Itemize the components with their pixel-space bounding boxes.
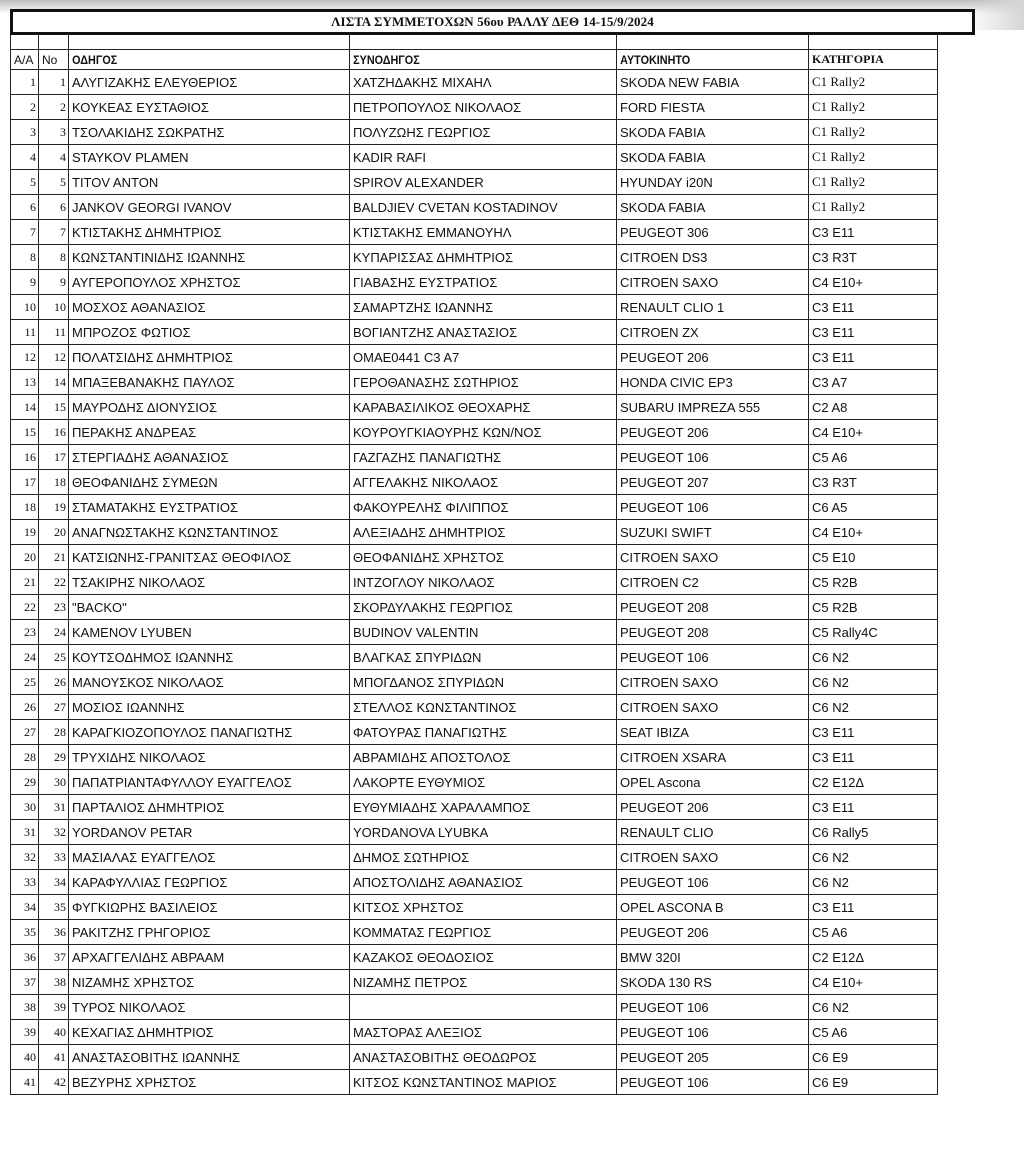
row-codriver: ΚΟΥΡΟΥΓΚΙΑΟΥΡΗΣ ΚΩΝ/ΝΟΣ [350, 420, 617, 445]
table-row [11, 445, 938, 470]
row-category: C3 E11 [809, 745, 938, 770]
row-no: 9 [39, 270, 69, 295]
row-no: 37 [39, 945, 69, 970]
row-driver: ΚΤΙΣΤΑΚΗΣ ΔΗΜΗΤΡΙΟΣ [69, 220, 350, 245]
row-car: CITROEN SAXO [617, 670, 809, 695]
row-category: C5 R2B [809, 570, 938, 595]
row-aa: 20 [11, 545, 39, 570]
table-row [11, 470, 938, 495]
table-row [11, 570, 938, 595]
row-driver: ΑΡΧΑΓΓΕΛΙΔΗΣ ΑΒΡΑΑΜ [69, 945, 350, 970]
row-driver: ΜΠΑΞΕΒΑΝΑΚΗΣ ΠΑΥΛΟΣ [69, 370, 350, 395]
row-codriver: ΚΟΜΜΑΤΑΣ ΓΕΩΡΓΙΟΣ [350, 920, 617, 945]
row-codriver: ΚΙΤΣΟΣ ΧΡΗΣΤΟΣ [350, 895, 617, 920]
row-category: C6 A5 [809, 495, 938, 520]
row-category: C1 Rally2 [809, 70, 938, 95]
row-aa: 18 [11, 495, 39, 520]
row-aa: 12 [11, 345, 39, 370]
spacer-row [11, 35, 938, 50]
table-row [11, 670, 938, 695]
row-codriver: ΦΑΤΟΥΡΑΣ ΠΑΝΑΓΙΩΤΗΣ [350, 720, 617, 745]
row-codriver: ΟΜΑΕ0441 C3 A7 [350, 345, 617, 370]
row-car: SKODA NEW FABIA [617, 70, 809, 95]
table-row [11, 495, 938, 520]
table-row [11, 520, 938, 545]
header-row [11, 50, 938, 70]
row-car: PEUGEOT 106 [617, 645, 809, 670]
table-row [11, 945, 938, 970]
row-no: 26 [39, 670, 69, 695]
row-no: 36 [39, 920, 69, 945]
row-no: 29 [39, 745, 69, 770]
row-driver: ΑΝΑΓΝΩΣΤΑΚΗΣ ΚΩΝΣΤΑΝΤΙΝΟΣ [69, 520, 350, 545]
row-codriver: ΣΤΕΛΛΟΣ ΚΩΝΣΤΑΝΤΙΝΟΣ [350, 695, 617, 720]
row-category: C6 N2 [809, 995, 938, 1020]
row-codriver: ΔΗΜΟΣ ΣΩΤΗΡΙΟΣ [350, 845, 617, 870]
row-car: CITROEN ZX [617, 320, 809, 345]
row-category: C4 E10+ [809, 520, 938, 545]
row-category: C3 E11 [809, 320, 938, 345]
row-aa: 15 [11, 420, 39, 445]
row-codriver [350, 995, 617, 1020]
row-aa: 21 [11, 570, 39, 595]
row-no: 7 [39, 220, 69, 245]
row-category: C4 E10+ [809, 970, 938, 995]
row-category: C5 A6 [809, 1020, 938, 1045]
row-car: PEUGEOT 106 [617, 995, 809, 1020]
row-driver: ΤΡΥΧΙΔΗΣ ΝΙΚΟΛΑΟΣ [69, 745, 350, 770]
table-row [11, 1070, 938, 1095]
row-car: CITROEN SAXO [617, 270, 809, 295]
row-codriver: ΚΥΠΑΡΙΣΣΑΣ ΔΗΜΗΤΡΙΟΣ [350, 245, 617, 270]
row-category: C2 E12Δ [809, 945, 938, 970]
row-driver: ΜΑΣΙΑΛΑΣ ΕΥΑΓΓΕΛΟΣ [69, 845, 350, 870]
table-row [11, 70, 938, 95]
row-driver: ΚΑΡΑΦΥΛΛΙΑΣ ΓΕΩΡΓΙΟΣ [69, 870, 350, 895]
row-driver: ΡΑΚΙΤΖΗΣ ΓΡΗΓΟΡΙΟΣ [69, 920, 350, 945]
row-no: 41 [39, 1045, 69, 1070]
row-aa: 36 [11, 945, 39, 970]
row-category: C5 A6 [809, 920, 938, 945]
row-driver: ΣΤΕΡΓΙΑΔΗΣ ΑΘΑΝΑΣΙΟΣ [69, 445, 350, 470]
row-codriver: ΒΟΓΙΑΝΤΖΗΣ ΑΝΑΣΤΑΣΙΟΣ [350, 320, 617, 345]
table-row [11, 1020, 938, 1045]
row-car: PEUGEOT 106 [617, 1020, 809, 1045]
document-title: ΛΙΣΤΑ ΣΥΜΜΕΤΟΧΩΝ 56ου ΡΑΛΛΥ ΔΕΘ 14-15/9/2024 [331, 14, 654, 29]
row-car: PEUGEOT 208 [617, 595, 809, 620]
row-car: CITROEN XSARA [617, 745, 809, 770]
row-category: C4 E10+ [809, 270, 938, 295]
row-no: 19 [39, 495, 69, 520]
row-car: HYUNDAY i20N [617, 170, 809, 195]
row-aa: 3 [11, 120, 39, 145]
row-car: SUZUKI SWIFT [617, 520, 809, 545]
row-codriver: BALDJIEV CVETAN KOSTADINOV [350, 195, 617, 220]
header-driver: ΟΔΗΓΟΣ [69, 50, 322, 70]
row-driver: ΝΙΖΑΜΗΣ ΧΡΗΣΤΟΣ [69, 970, 350, 995]
table-row [11, 745, 938, 770]
row-driver: ΑΝΑΣΤΑΣΟΒΙΤΗΣ ΙΩΑΝΝΗΣ [69, 1045, 350, 1070]
row-codriver: ΝΙΖΑΜΗΣ ΠΕΤΡΟΣ [350, 970, 617, 995]
table-row [11, 295, 938, 320]
row-aa: 5 [11, 170, 39, 195]
row-no: 1 [39, 70, 69, 95]
table-row [11, 195, 938, 220]
row-category: C1 Rally2 [809, 120, 938, 145]
row-no: 11 [39, 320, 69, 345]
row-car: SKODA FABIA [617, 120, 809, 145]
row-car: OPEL ASCONA B [617, 895, 809, 920]
row-no: 32 [39, 820, 69, 845]
row-codriver: ΜΠΟΓΔΑΝΟΣ ΣΠΥΡΙΔΩΝ [350, 670, 617, 695]
table-row [11, 420, 938, 445]
row-no: 28 [39, 720, 69, 745]
row-codriver: ΑΝΑΣΤΑΣΟΒΙΤΗΣ ΘΕΟΔΩΡΟΣ [350, 1045, 617, 1070]
row-aa: 31 [11, 820, 39, 845]
row-category: C6 N2 [809, 695, 938, 720]
document-title-box [10, 9, 975, 35]
row-car: PEUGEOT 106 [617, 1070, 809, 1095]
row-no: 4 [39, 145, 69, 170]
row-category: C1 Rally2 [809, 170, 938, 195]
row-car: CITROEN C2 [617, 570, 809, 595]
table-row [11, 320, 938, 345]
row-no: 38 [39, 970, 69, 995]
row-no: 5 [39, 170, 69, 195]
table-row [11, 995, 938, 1020]
row-driver: KAMENOV LYUBEN [69, 620, 350, 645]
row-no: 21 [39, 545, 69, 570]
row-car: CITROEN SAXO [617, 845, 809, 870]
row-codriver: ΠΟΛΥΖΩΗΣ ΓΕΩΡΓΙΟΣ [350, 120, 617, 145]
row-aa: 13 [11, 370, 39, 395]
row-codriver: ΑΒΡΑΜΙΔΗΣ ΑΠΟΣΤΟΛΟΣ [350, 745, 617, 770]
row-driver: ΤΣΑΚΙΡΗΣ ΝΙΚΟΛΑΟΣ [69, 570, 350, 595]
header-car: ΑΥΤΟΚΙΝΗΤΟ [617, 50, 790, 70]
row-aa: 16 [11, 445, 39, 470]
table-row [11, 845, 938, 870]
row-category: C5 E10 [809, 545, 938, 570]
row-codriver: ΜΑΣΤΟΡΑΣ ΑΛΕΞΙΟΣ [350, 1020, 617, 1045]
row-codriver: ΠΕΤΡΟΠΟΥΛΟΣ ΝΙΚΟΛΑΟΣ [350, 95, 617, 120]
row-no: 33 [39, 845, 69, 870]
row-category: C6 E9 [809, 1045, 938, 1070]
row-driver: ΚΕΧΑΓΙΑΣ ΔΗΜΗΤΡΙΟΣ [69, 1020, 350, 1045]
row-no: 40 [39, 1020, 69, 1045]
table-row [11, 920, 938, 945]
row-no: 10 [39, 295, 69, 320]
row-category: C1 Rally2 [809, 95, 938, 120]
row-codriver: ΧΑΤΖΗΔΑΚΗΣ ΜΙΧΑΗΛ [350, 70, 617, 95]
row-aa: 10 [11, 295, 39, 320]
table-row [11, 970, 938, 995]
row-category: C2 E12Δ [809, 770, 938, 795]
row-codriver: ΕΥΘΥΜΙΑΔΗΣ ΧΑΡΑΛΑΜΠΟΣ [350, 795, 617, 820]
table-row [11, 545, 938, 570]
row-category: C6 N2 [809, 645, 938, 670]
row-aa: 32 [11, 845, 39, 870]
row-driver: ΚΩΝΣΤΑΝΤΙΝΙΔΗΣ ΙΩΑΝΝΗΣ [69, 245, 350, 270]
row-driver: STAYKOV PLAMEN [69, 145, 350, 170]
row-no: 6 [39, 195, 69, 220]
row-driver: ΜΑΝΟΥΣΚΟΣ ΝΙΚΟΛΑΟΣ [69, 670, 350, 695]
table-row [11, 620, 938, 645]
table-row [11, 770, 938, 795]
table-row [11, 245, 938, 270]
table-row [11, 645, 938, 670]
row-aa: 23 [11, 620, 39, 645]
row-aa: 26 [11, 695, 39, 720]
row-codriver: ΘΕΟΦΑΝΙΔΗΣ ΧΡΗΣΤΟΣ [350, 545, 617, 570]
row-codriver: ΦΑΚΟΥΡΕΛΗΣ ΦΙΛΙΠΠΟΣ [350, 495, 617, 520]
row-no: 30 [39, 770, 69, 795]
row-no: 31 [39, 795, 69, 820]
row-category: C3 E11 [809, 795, 938, 820]
row-no: 42 [39, 1070, 69, 1095]
row-codriver: ΑΓΓΕΛΑΚΗΣ ΝΙΚΟΛΑΟΣ [350, 470, 617, 495]
row-aa: 33 [11, 870, 39, 895]
row-codriver: ΓΕΡΟΘΑΝΑΣΗΣ ΣΩΤΗΡΙΟΣ [350, 370, 617, 395]
row-car: PEUGEOT 208 [617, 620, 809, 645]
row-no: 22 [39, 570, 69, 595]
row-aa: 8 [11, 245, 39, 270]
table-row [11, 170, 938, 195]
row-no: 39 [39, 995, 69, 1020]
row-category: C5 Rally4C [809, 620, 938, 645]
row-driver: ΑΛΥΓΙΖΑΚΗΣ ΕΛΕΥΘΕΡΙΟΣ [69, 70, 350, 95]
row-aa: 17 [11, 470, 39, 495]
row-car: SKODA 130 RS [617, 970, 809, 995]
row-category: C6 N2 [809, 670, 938, 695]
row-driver: ΦΥΓΚΙΩΡΗΣ ΒΑΣΙΛΕΙΟΣ [69, 895, 350, 920]
row-driver: ΜΟΣΙΟΣ ΙΩΑΝΝΗΣ [69, 695, 350, 720]
row-codriver: ΓΙΑΒΑΣΗΣ ΕΥΣΤΡΑΤΙΟΣ [350, 270, 617, 295]
row-no: 14 [39, 370, 69, 395]
row-aa: 27 [11, 720, 39, 745]
row-aa: 6 [11, 195, 39, 220]
row-driver: ΘΕΟΦΑΝΙΔΗΣ ΣΥΜΕΩΝ [69, 470, 350, 495]
table-row [11, 95, 938, 120]
row-car: PEUGEOT 206 [617, 420, 809, 445]
row-category: C5 A6 [809, 445, 938, 470]
row-driver: JANKOV GEORGI IVANOV [69, 195, 350, 220]
header-no: No [39, 50, 69, 70]
row-no: 35 [39, 895, 69, 920]
row-car: OPEL Ascona [617, 770, 809, 795]
header-aa: Α/Α [11, 50, 39, 70]
row-codriver: KADIR RAFI [350, 145, 617, 170]
row-driver: ΜΟΣΧΟΣ ΑΘΑΝΑΣΙΟΣ [69, 295, 350, 320]
row-car: BMW 320I [617, 945, 809, 970]
row-no: 2 [39, 95, 69, 120]
row-driver: TITOV ANTON [69, 170, 350, 195]
row-aa: 25 [11, 670, 39, 695]
row-no: 12 [39, 345, 69, 370]
row-driver: ΚΑΤΣΙΩΝΗΣ-ΓΡΑΝΙΤΣΑΣ ΘΕΟΦΙΛΟΣ [69, 545, 350, 570]
row-car: PEUGEOT 207 [617, 470, 809, 495]
table-row [11, 720, 938, 745]
row-no: 17 [39, 445, 69, 470]
row-category: C5 R2B [809, 595, 938, 620]
row-no: 8 [39, 245, 69, 270]
row-category: C3 E11 [809, 720, 938, 745]
table-row [11, 1045, 938, 1070]
row-codriver: ΚΙΤΣΟΣ ΚΩΝΣΤΑΝΤΙΝΟΣ ΜΑΡΙΟΣ [350, 1070, 617, 1095]
row-category: C4 E10+ [809, 420, 938, 445]
row-codriver: YORDANOVA LYUBKA [350, 820, 617, 845]
row-category: C3 E11 [809, 220, 938, 245]
row-category: C2 A8 [809, 395, 938, 420]
row-codriver: ΚΤΙΣΤΑΚΗΣ ΕΜΜΑΝΟΥΗΛ [350, 220, 617, 245]
row-category: C6 E9 [809, 1070, 938, 1095]
row-no: 25 [39, 645, 69, 670]
row-car: PEUGEOT 106 [617, 495, 809, 520]
row-aa: 7 [11, 220, 39, 245]
row-car: FORD FIESTA [617, 95, 809, 120]
row-category: C3 R3T [809, 470, 938, 495]
row-driver: ΠΑΠΑΤΡΙΑΝΤΑΦΥΛΛΟΥ ΕΥΑΓΓΕΛΟΣ [69, 770, 350, 795]
row-aa: 14 [11, 395, 39, 420]
row-codriver: SPIROV ALEXANDER [350, 170, 617, 195]
row-category: C1 Rally2 [809, 195, 938, 220]
row-no: 15 [39, 395, 69, 420]
table-row [11, 270, 938, 295]
row-car: CITROEN SAXO [617, 545, 809, 570]
row-car: PEUGEOT 206 [617, 795, 809, 820]
table-row [11, 370, 938, 395]
row-no: 23 [39, 595, 69, 620]
table-row [11, 220, 938, 245]
row-category: C6 Rally5 [809, 820, 938, 845]
row-driver: ΠΑΡΤΑΛΙΟΣ ΔΗΜΗΤΡΙΟΣ [69, 795, 350, 820]
row-car: PEUGEOT 106 [617, 445, 809, 470]
table-row [11, 795, 938, 820]
table-row [11, 395, 938, 420]
row-driver: ΚΟΥΤΣΟΔΗΜΟΣ ΙΩΑΝΝΗΣ [69, 645, 350, 670]
row-aa: 39 [11, 1020, 39, 1045]
row-car: PEUGEOT 206 [617, 345, 809, 370]
row-codriver: ΚΑΡΑΒΑΣΙΛΙΚΟΣ ΘΕΟΧΑΡΗΣ [350, 395, 617, 420]
row-car: SKODA FABIA [617, 195, 809, 220]
table-row [11, 870, 938, 895]
row-driver: ΜΑΥΡΟΔΗΣ ΔΙΟΝΥΣΙΟΣ [69, 395, 350, 420]
row-aa: 19 [11, 520, 39, 545]
row-codriver: BUDINOV VALENTIN [350, 620, 617, 645]
row-aa: 29 [11, 770, 39, 795]
row-aa: 35 [11, 920, 39, 945]
row-category: C3 E11 [809, 345, 938, 370]
row-no: 24 [39, 620, 69, 645]
row-aa: 22 [11, 595, 39, 620]
row-car: CITROEN DS3 [617, 245, 809, 270]
header-codriver: ΣΥΝΟΔΗΓΟΣ [350, 50, 590, 70]
row-driver: ΤΣΟΛΑΚΙΔΗΣ ΣΩΚΡΑΤΗΣ [69, 120, 350, 145]
row-car: PEUGEOT 205 [617, 1045, 809, 1070]
row-car: SUBARU IMPREZA 555 [617, 395, 809, 420]
row-category: C3 R3T [809, 245, 938, 270]
header-category: ΚΑΤΗΓΟΡΙΑ [809, 50, 938, 70]
row-codriver: ΣΚΟΡΔΥΛΑΚΗΣ ΓΕΩΡΓΙΟΣ [350, 595, 617, 620]
row-no: 3 [39, 120, 69, 145]
row-aa: 2 [11, 95, 39, 120]
row-no: 18 [39, 470, 69, 495]
row-codriver: ΛΑΚΟΡΤΕ ΕΥΘΥΜΙΟΣ [350, 770, 617, 795]
row-aa: 24 [11, 645, 39, 670]
row-no: 20 [39, 520, 69, 545]
row-driver: ΑΥΓΕΡΟΠΟΥΛΟΣ ΧΡΗΣΤΟΣ [69, 270, 350, 295]
table-row [11, 820, 938, 845]
row-aa: 40 [11, 1045, 39, 1070]
row-codriver: ΑΠΟΣΤΟΛΙΔΗΣ ΑΘΑΝΑΣΙΟΣ [350, 870, 617, 895]
row-aa: 4 [11, 145, 39, 170]
row-codriver: ΓΑΖΓΑΖΗΣ ΠΑΝΑΓΙΩΤΗΣ [350, 445, 617, 470]
table-row [11, 120, 938, 145]
table-row [11, 595, 938, 620]
row-category: C6 N2 [809, 845, 938, 870]
row-driver: ΚΑΡΑΓΚΙΟΖΟΠΟΥΛΟΣ ΠΑΝΑΓΙΩΤΗΣ [69, 720, 350, 745]
row-no: 16 [39, 420, 69, 445]
table-row [11, 895, 938, 920]
row-car: PEUGEOT 106 [617, 870, 809, 895]
row-driver: ΜΠΡΟΖΟΣ ΦΩΤΙΟΣ [69, 320, 350, 345]
row-aa: 37 [11, 970, 39, 995]
row-driver: ΣΤΑΜΑΤΑΚΗΣ ΕΥΣΤΡΑΤΙΟΣ [69, 495, 350, 520]
row-category: C3 E11 [809, 895, 938, 920]
entry-list-table [10, 35, 938, 1095]
row-driver: YORDANOV PETAR [69, 820, 350, 845]
row-aa: 28 [11, 745, 39, 770]
row-no: 34 [39, 870, 69, 895]
row-aa: 9 [11, 270, 39, 295]
row-car: CITROEN SAXO [617, 695, 809, 720]
row-aa: 34 [11, 895, 39, 920]
row-driver: ΒΕΖΥΡΗΣ ΧΡΗΣΤΟΣ [69, 1070, 350, 1095]
row-category: C1 Rally2 [809, 145, 938, 170]
row-aa: 1 [11, 70, 39, 95]
row-codriver: ΑΛΕΞΙΑΔΗΣ ΔΗΜΗΤΡΙΟΣ [350, 520, 617, 545]
row-codriver: ΒΛΑΓΚΑΣ ΣΠΥΡΙΔΩΝ [350, 645, 617, 670]
row-codriver: ΚΑΖΑΚΟΣ ΘΕΟΔΟΣΙΟΣ [350, 945, 617, 970]
row-no: 27 [39, 695, 69, 720]
row-car: PEUGEOT 206 [617, 920, 809, 945]
row-aa: 30 [11, 795, 39, 820]
row-aa: 38 [11, 995, 39, 1020]
row-category: C3 A7 [809, 370, 938, 395]
row-car: PEUGEOT 306 [617, 220, 809, 245]
row-driver: ΚΟΥΚΕΑΣ ΕΥΣΤΑΘΙΟΣ [69, 95, 350, 120]
row-car: SEAT IBIZA [617, 720, 809, 745]
row-category: C6 N2 [809, 870, 938, 895]
row-car: RENAULT CLIO [617, 820, 809, 845]
row-category: C3 E11 [809, 295, 938, 320]
row-car: SKODA FABIA [617, 145, 809, 170]
row-codriver: ΣΑΜΑΡΤΖΗΣ ΙΩΑΝΝΗΣ [350, 295, 617, 320]
row-driver: ΠΟΛΑΤΣΙΔΗΣ ΔΗΜΗΤΡΙΟΣ [69, 345, 350, 370]
row-driver: ΤΥΡΟΣ ΝΙΚΟΛΑΟΣ [69, 995, 350, 1020]
row-aa: 11 [11, 320, 39, 345]
row-car: RENAULT CLIO 1 [617, 295, 809, 320]
row-aa: 41 [11, 1070, 39, 1095]
row-driver: ΠΕΡΑΚΗΣ ΑΝΔΡΕΑΣ [69, 420, 350, 445]
table-row [11, 695, 938, 720]
row-codriver: ΙΝΤΖΟΓΛΟΥ ΝΙΚΟΛΑΟΣ [350, 570, 617, 595]
row-driver: "BACKO" [69, 595, 350, 620]
table-row [11, 345, 938, 370]
row-car: HONDA CIVIC EP3 [617, 370, 809, 395]
table-row [11, 145, 938, 170]
